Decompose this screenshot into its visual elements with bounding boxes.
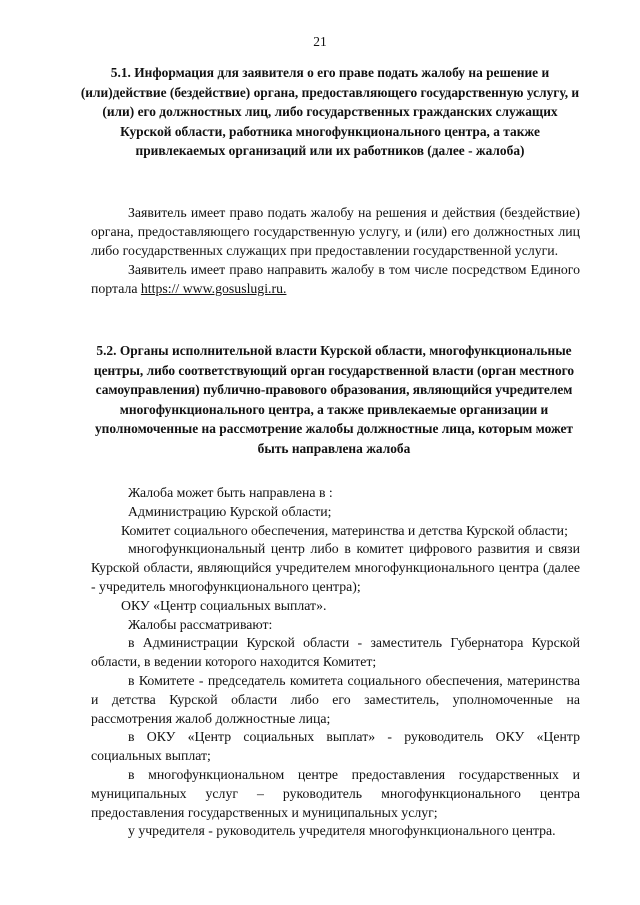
section-5-2-paragraph: у учредителя - руководитель учредителя многофункционального центра.: [128, 823, 556, 839]
section-5-2-title: 5.2. Органы исполнительной власти Курской области, многофункциональные центры, либо соответствующий орган государственной власти (орган местного самоуправления) публично-правового образования, являющийся учредителем многофункционального центра, а также привлекаемые организации и уполномоченные на рассмотрение жалобы должностные лица, которым может быть направлена жалоба: [93, 343, 575, 456]
section-5-2-body: [91, 484, 580, 841]
section-5-1-paragraph-2: [91, 261, 580, 299]
gosuslugi-link[interactable]: https:// www.gosuslugi.ru.: [140, 281, 287, 297]
section-5-2-paragraph: Комитет социального обеспечения, материнства и детства Курской области;: [121, 522, 568, 538]
section-5-2-paragraph: в ОКУ «Центр социальных выплат» - руководитель ОКУ «Центр социальных выплат;: [91, 729, 580, 764]
section-5-2-paragraph: многофункциональный центр либо в комитет цифрового развития и связи Курской области, являющийся учредителем многофункционального центра (далее - учредитель многофункционального центра);: [91, 541, 580, 594]
section-5-2-paragraph: Администрацию Курской области;: [128, 503, 332, 519]
section-5-2-paragraph: в Комитете - председатель комитета социального обеспечения, материнства и детства Курской области либо его заместитель, уполномоченные на рассмотрения жалоб должностные лица;: [91, 672, 580, 726]
section-5-2-paragraph: Жалобы рассматривают:: [128, 616, 273, 632]
section-5-1-paragraph-1: Заявитель имеет право подать жалобу на решения и действия (бездействие) органа, предоставляющего государственную услугу, и (или) его должностных лиц либо государственных служащих при предоставлении государственной услуги.: [91, 205, 580, 258]
section-5-1-title: 5.1. Информация для заявителя о его праве подать жалобу на решение и (или)действие (бездействие) органа, предоставляющего государственную услугу, и (или) его должностных лиц, либо государственных гражданских служащих Курской области, работника многофункционального центра, а также привлекаемых организаций или их работников (далее - жалоба): [80, 65, 580, 159]
section-5-1-paragraph-2-text: Заявитель имеет право направить жалобу в том числе посредством Единого портала: [91, 262, 580, 297]
page-number: 21: [313, 34, 327, 49]
section-5-2-paragraph: Жалоба может быть направлена в :: [128, 485, 333, 500]
section-5-2-paragraph: в многофункциональном центре предоставления государственных и муниципальных услуг – руководитель многофункционального центра предоставления государственных и муниципальных услуг;: [91, 766, 580, 820]
section-5-1-body: [91, 204, 580, 299]
section-5-2-paragraph: в Администрации Курской области - заместитель Губернатора Курской области, в ведении которого находится Комитет;: [91, 635, 580, 670]
section-5-2-paragraph: ОКУ «Центр социальных выплат».: [121, 597, 327, 613]
